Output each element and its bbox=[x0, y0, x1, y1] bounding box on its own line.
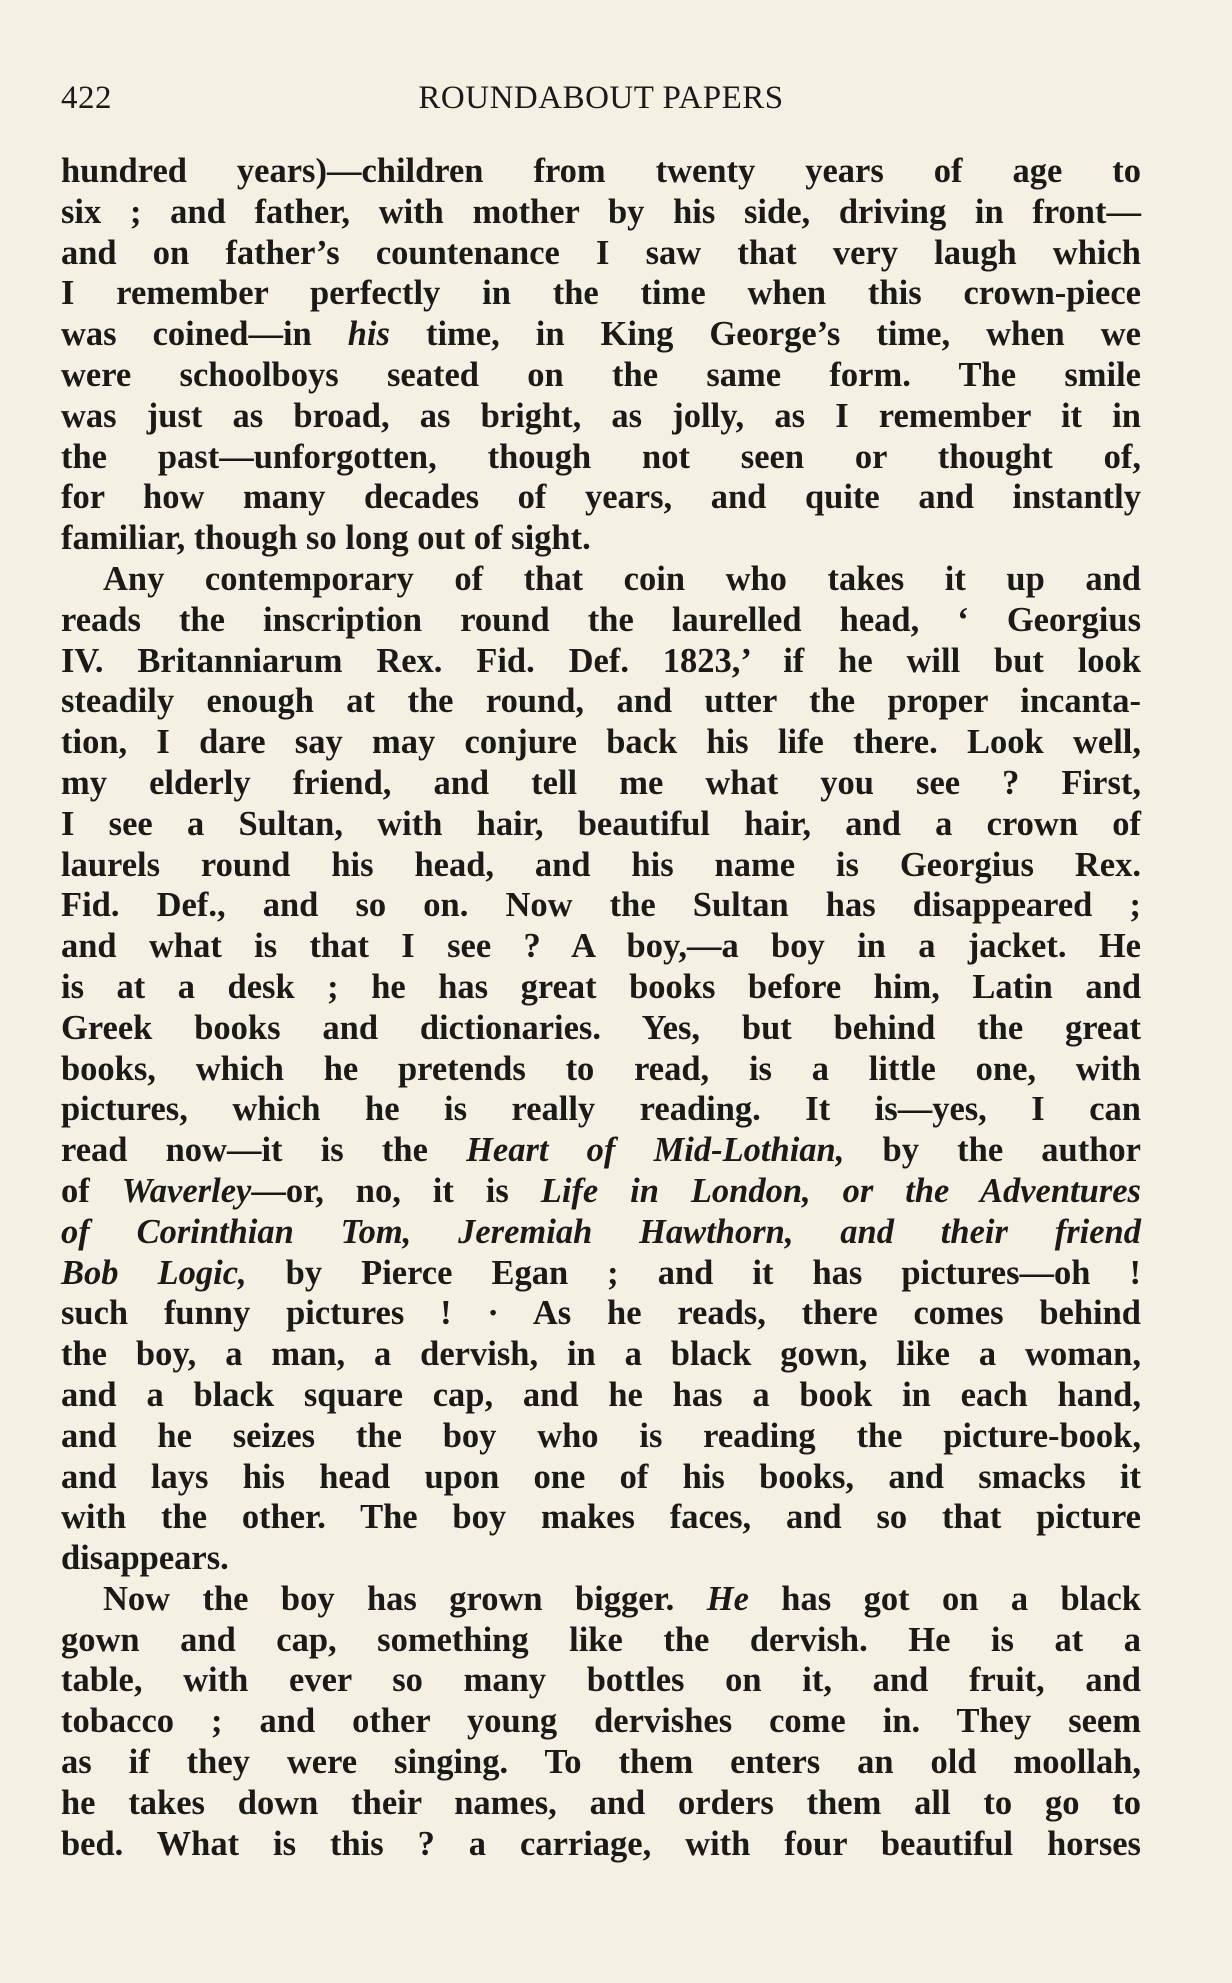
text-line bbox=[61, 151, 1141, 192]
text-span: books, which he pretends to read, is a little one, with bbox=[61, 1049, 1141, 1088]
text-span: tobacco ; and other young dervishes come in. They seem bbox=[61, 1702, 1141, 1741]
text-span: steadily enough at the round, and utter the proper incanta- bbox=[61, 682, 1141, 721]
text-span: as if they were singing. To them enters an old moollah, bbox=[61, 1743, 1141, 1782]
text-line bbox=[61, 763, 1141, 804]
text-line bbox=[61, 722, 1141, 763]
text-span: I see a Sultan, with hair, beautiful hair, and a crown of bbox=[61, 804, 1141, 843]
text-line bbox=[61, 926, 1141, 967]
text-line bbox=[61, 518, 1141, 559]
page-header bbox=[61, 80, 1141, 130]
text-line bbox=[61, 1742, 1141, 1783]
text-line bbox=[61, 845, 1141, 886]
text-line bbox=[61, 1049, 1141, 1090]
italic-span: Heart of Mid-Lothian, bbox=[466, 1131, 845, 1170]
italic-span: He bbox=[706, 1579, 749, 1618]
text-line bbox=[61, 967, 1141, 1008]
text-span: tion, I dare say may conjure back his life there. Look well, bbox=[61, 723, 1141, 762]
text-line bbox=[61, 396, 1141, 437]
text-line bbox=[61, 600, 1141, 641]
text-line bbox=[61, 1375, 1141, 1416]
text-line bbox=[61, 1334, 1141, 1375]
text-span: Fid. Def., and so on. Now the Sultan has disappeared ; bbox=[61, 886, 1141, 925]
text-span: bed. What is this ? a carriage, with four beautiful horses bbox=[61, 1824, 1141, 1863]
text-span: by Pierce Egan ; and it has pictures—oh ! bbox=[246, 1253, 1141, 1292]
text-span: Any contemporary of that coin who takes it up and bbox=[103, 559, 1141, 598]
italic-span: Waverley bbox=[121, 1171, 252, 1210]
text-line bbox=[61, 1212, 1141, 1253]
text-line bbox=[61, 1416, 1141, 1457]
text-span: Now the boy has grown bigger. bbox=[103, 1579, 707, 1618]
text-line bbox=[61, 1171, 1141, 1212]
text-span: were schoolboys seated on the same form. The smile bbox=[61, 355, 1141, 394]
text-line bbox=[61, 1538, 1141, 1579]
text-span: with the other. The boy makes faces, and so that picture bbox=[61, 1498, 1141, 1537]
text-line bbox=[61, 355, 1141, 396]
body-text bbox=[61, 151, 1141, 1864]
text-line bbox=[61, 1130, 1141, 1171]
text-span: disappears. bbox=[61, 1539, 229, 1578]
text-span: —or, no, it is bbox=[251, 1171, 541, 1210]
italic-span: his bbox=[347, 315, 390, 354]
text-line bbox=[61, 1579, 1141, 1620]
text-line bbox=[61, 192, 1141, 233]
text-line bbox=[61, 1497, 1141, 1538]
text-line bbox=[61, 1620, 1141, 1661]
text-line bbox=[61, 1008, 1141, 1049]
text-span: for how many decades of years, and quite and instantly bbox=[61, 478, 1141, 517]
text-span: time, in King George’s time, when we bbox=[389, 315, 1141, 354]
text-span: the boy, a man, a dervish, in a black gown, like a woman, bbox=[61, 1335, 1141, 1374]
text-span: is at a desk ; he has great books before him, Latin and bbox=[61, 967, 1141, 1006]
text-span: of bbox=[61, 1171, 122, 1210]
text-span: and what is that I see ? A boy,—a boy in a jacket. He bbox=[61, 927, 1141, 966]
text-line bbox=[61, 437, 1141, 478]
text-span: was coined—in bbox=[61, 315, 348, 354]
text-span: read now—it is the bbox=[61, 1131, 467, 1170]
text-span: laurels round his head, and his name is Georgius Rex. bbox=[61, 845, 1141, 884]
text-span: has got on a black bbox=[748, 1579, 1141, 1618]
text-span: six ; and father, with mother by his side, driving in front— bbox=[61, 192, 1141, 231]
running-head: ROUNDABOUT PAPERS bbox=[418, 80, 784, 116]
text-span: table, with ever so many bottles on it, and fruit, and bbox=[61, 1661, 1141, 1700]
text-line bbox=[61, 1701, 1141, 1742]
text-span: and a black square cap, and he has a book in each hand, bbox=[61, 1375, 1141, 1414]
italic-span: Bob Logic, bbox=[61, 1253, 247, 1292]
text-span: I remember perfectly in the time when this crown-piece bbox=[61, 274, 1141, 313]
italic-span: of Corinthian Tom, Jeremiah Hawthorn, and their friend bbox=[61, 1212, 1141, 1251]
text-line bbox=[61, 314, 1141, 355]
text-span: and lays his head upon one of his books, and smacks it bbox=[61, 1457, 1141, 1496]
text-line bbox=[61, 1089, 1141, 1130]
text-line bbox=[61, 233, 1141, 274]
text-line bbox=[61, 1824, 1141, 1865]
text-line bbox=[61, 477, 1141, 518]
text-span: and on father’s countenance I saw that very laugh which bbox=[61, 233, 1141, 272]
text-line bbox=[61, 1253, 1141, 1294]
italic-span: Life in London, or the Adventures bbox=[540, 1171, 1141, 1210]
text-span: IV. Britanniarum Rex. Fid. Def. 1823,’ if he will but look bbox=[61, 641, 1141, 680]
text-line bbox=[61, 559, 1141, 600]
text-line bbox=[61, 1457, 1141, 1498]
text-span: reads the inscription round the laurelled head, ‘ Georgius bbox=[61, 600, 1141, 639]
text-span: gown and cap, something like the dervish. He is at a bbox=[61, 1620, 1141, 1659]
text-line bbox=[61, 1660, 1141, 1701]
text-span: familiar, though so long out of sight. bbox=[61, 519, 591, 558]
text-line bbox=[61, 1293, 1141, 1334]
text-line bbox=[61, 1783, 1141, 1824]
text-span: he takes down their names, and orders them all to go to bbox=[61, 1783, 1141, 1822]
text-span: such funny pictures ! · As he reads, there comes behind bbox=[61, 1294, 1141, 1333]
text-span: hundred years)—children from twenty years of age to bbox=[61, 152, 1141, 190]
text-span: was just as broad, as bright, as jolly, as I remember it in bbox=[61, 396, 1141, 435]
text-line bbox=[61, 804, 1141, 845]
text-span: my elderly friend, and tell me what you see ? First, bbox=[61, 763, 1141, 802]
text-line bbox=[61, 681, 1141, 722]
text-line bbox=[61, 273, 1141, 314]
text-line bbox=[61, 885, 1141, 926]
page-number: 422 bbox=[61, 80, 112, 116]
text-span: by the author bbox=[844, 1131, 1141, 1170]
text-span: Greek books and dictionaries. Yes, but behind the great bbox=[61, 1008, 1141, 1047]
text-span: the past—unforgotten, though not seen or thought of, bbox=[61, 437, 1141, 476]
text-span: and he seizes the boy who is reading the picture-book, bbox=[61, 1416, 1141, 1455]
text-line bbox=[61, 641, 1141, 682]
text-span: pictures, which he is really reading. It is—yes, I can bbox=[61, 1090, 1141, 1129]
